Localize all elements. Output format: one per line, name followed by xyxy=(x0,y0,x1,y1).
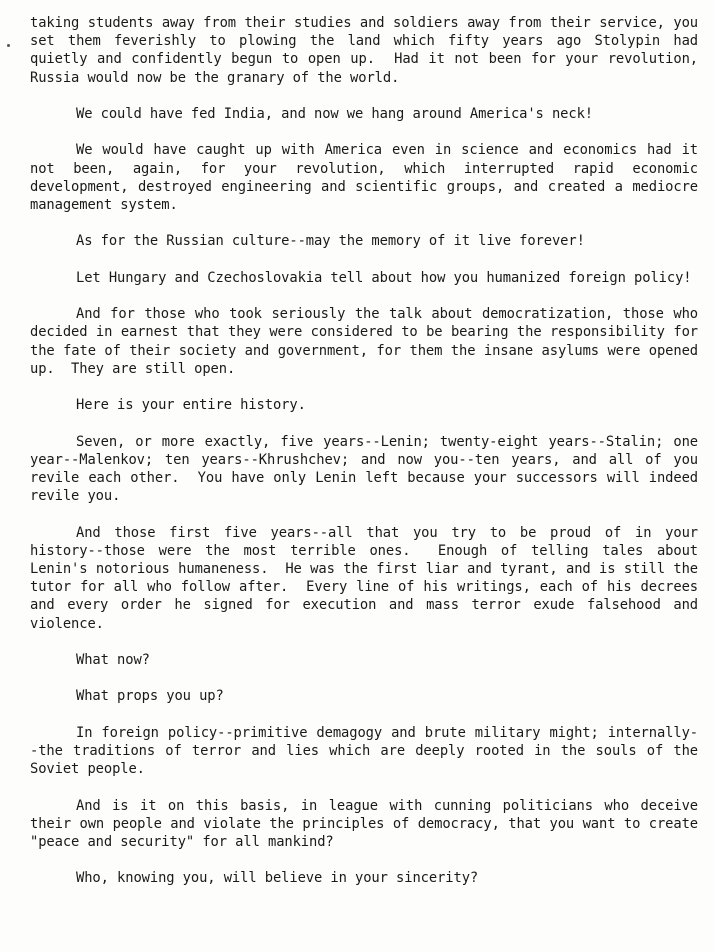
paragraph: Who, knowing you, will believe in your sincerity? xyxy=(76,870,479,887)
paragraph: And for those who took seriously the talk about democratization, those who decided in earnest that they were considered to be bearing the responsibility for the fate of their society and government, for them the insane asylums were opened up. They are still open. xyxy=(30,306,707,377)
paragraph: We would have caught up with America even in science and economics had it not been, again, for your revolution, which interrupted rapid economic development, destroyed engineering and scientific groups, and created a mediocre management system. xyxy=(30,142,707,213)
paragraph: And is it on this basis, in league with cunning politicians who deceive their own people and violate the principles of democracy, that you want to create "peace and security" for all mankind? xyxy=(30,797,707,850)
margin-mark xyxy=(7,44,10,47)
paragraph: In foreign policy--primitive demagogy and brute military might; internally--the traditions of terror and lies which are deeply rooted in the souls of the Soviet people. xyxy=(30,724,707,778)
paragraph: What props you up? xyxy=(76,688,224,705)
paragraph: taking students away from their studies and soldiers away from their service, you set them feverishly to plowing the land which fifty years ago Stolypin had quietly and confidently begun to open up. Had it not been for your revolution, Russia would now be the granary of the world. xyxy=(30,15,707,86)
paragraph: As for the Russian culture--may the memory of it live forever! xyxy=(76,233,585,250)
paragraph: Here is your entire history. xyxy=(76,397,306,414)
paragraph: And those first five years--all that you try to be proud of in your history--those were the most terrible ones. Enough of telling tales about Lenin's notorious humaneness. He was the first liar and tyrant, and is still the tutor for all who follow after. Every line of his writings, each of his decrees and every order he signed for execution and mass terror exude falsehood and violence. xyxy=(30,524,707,632)
paragraph: We could have fed India, and now we hang around America's neck! xyxy=(76,106,594,122)
paragraph: Let Hungary and Czechoslovakia tell about how you humanized foreign policy! xyxy=(76,269,692,286)
paragraph: Seven, or more exactly, five years--Lenin; twenty-eight years--Stalin; one year--Malenkov; ten years--Khrushchev; and now you--ten years, and all of you revile each other. You have only Lenin left because your successors will indeed revile you. xyxy=(30,433,707,505)
paragraph: What now? xyxy=(76,651,150,668)
document-body xyxy=(30,14,707,906)
